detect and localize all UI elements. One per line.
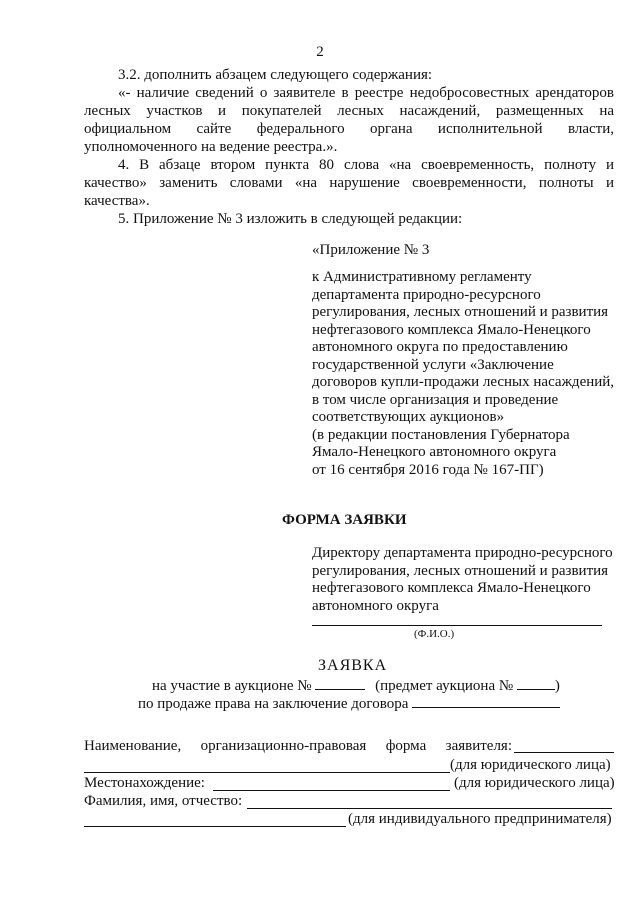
auction-line (152, 677, 560, 695)
appendix-line: от 16 сентября 2016 года № 167-ПГ) (312, 461, 544, 478)
quoted-line-2: лесных участков и покупателей лесных насаждений, размещенных на (84, 103, 614, 119)
label-word: заявителя: (445, 738, 512, 754)
location-field[interactable] (213, 790, 450, 791)
appendix-line: департамента природно-ресурсного (312, 286, 541, 303)
appendix-line: в том числе организация и проведение (312, 391, 559, 408)
addressee-line: Директору департамента природно-ресурсного (312, 545, 613, 561)
contract-field[interactable] (412, 695, 560, 708)
applicant-name-field-2[interactable] (84, 772, 450, 773)
addressee-line: нефтегазового комплекса Ямало-Ненецкого (312, 580, 591, 596)
fio-caption: (Ф.И.О.) (414, 628, 455, 640)
appendix-line: нефтегазового комплекса Ямало-Ненецкого (312, 321, 591, 338)
contract-line (138, 695, 560, 713)
appendix-title: «Приложение № 3 (312, 242, 430, 258)
paragraph-4-line-1: 4. В абзаце втором пункта 80 слова «на своевременность, полноту и (118, 157, 614, 173)
paragraph-4-line-3: качества». (84, 193, 150, 209)
fullname-field-2[interactable] (84, 826, 346, 827)
applicant-name-label (84, 738, 512, 755)
label-word: форма (385, 738, 427, 754)
appendix-line: автономного округа по предоставлению (312, 339, 568, 355)
application-title: ЗАЯВКА (318, 657, 388, 674)
applicant-name-field[interactable] (514, 752, 614, 753)
appendix-line: регулирования, лесных отношений и развития (312, 304, 609, 320)
legal-entity-caption: (для юридического лица) (450, 757, 611, 773)
subject-number-field[interactable] (517, 677, 555, 690)
location-label: Местонахождение: (84, 775, 205, 791)
closing-paren: ) (554, 678, 560, 694)
paragraph-3-2: 3.2. дополнить абзацем следующего содержания: (118, 67, 433, 83)
auction-number-label: на участие в аукционе № (152, 678, 312, 694)
paragraph-4-line-2: качество» заменить словами «на нарушение своевременности, полноты и (84, 175, 614, 191)
auction-number-field[interactable] (315, 677, 365, 690)
appendix-line: к Административному регламенту (312, 269, 532, 285)
addressee-line: регулирования, лесных отношений и развития (312, 562, 609, 579)
quoted-line-3: официальном сайте федерального органа исполнительной власти, (84, 121, 614, 137)
fullname-label: Фамилия, имя, отчество: (84, 793, 243, 809)
page-number: 2 (316, 44, 324, 60)
subject-number-label: (предмет аукциона № (375, 678, 514, 694)
addressee-line: автономного округа (312, 597, 439, 614)
label-word: Наименование, (84, 738, 182, 754)
location-caption: (для юридического лица) (454, 775, 615, 791)
appendix-line: договоров купли-продажи лесных насаждений, (312, 374, 615, 390)
contract-label: по продаже права на заключение договора (138, 696, 409, 712)
quoted-line-4: уполномоченного на ведение реестра.». (84, 139, 338, 155)
paragraph-5: 5. Приложение № 3 изложить в следующей редакции: (118, 211, 463, 227)
fio-underline (312, 625, 602, 626)
form-heading: ФОРМА ЗАЯВКИ (282, 512, 407, 528)
fullname-field[interactable] (247, 808, 612, 809)
appendix-line: соответствующих аукционов» (312, 409, 505, 425)
appendix-line: Ямало-Ненецкого автономного округа (312, 444, 557, 460)
appendix-line: (в редакции постановления Губернатора (312, 426, 570, 443)
label-word: организационно-правовая (200, 738, 367, 754)
entrepreneur-caption: (для индивидуального предпринимателя) (348, 811, 612, 827)
appendix-line: государственной услуги «Заключение (312, 356, 554, 373)
quoted-line-1: «- наличие сведений о заявителе в реестре недобросовестных арендаторов (118, 85, 614, 101)
